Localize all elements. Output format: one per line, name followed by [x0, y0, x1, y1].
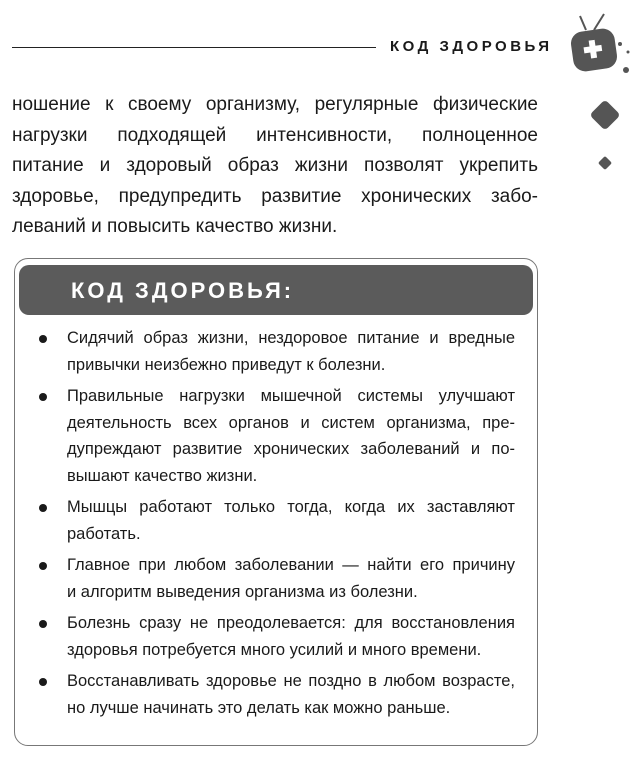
bullet-icon — [39, 504, 47, 512]
list-item-line: Сидячий образ жизни, нездоровое питание и вредные — [67, 329, 515, 347]
bullet-icon — [39, 678, 47, 686]
list-item — [37, 494, 515, 547]
health-code-list — [37, 325, 515, 726]
list-item-line: но лучше начинать это делать как можно раньше. — [67, 698, 451, 717]
list-item-line: Правильные нагрузки мышечной системы улучшают — [67, 387, 515, 405]
list-item-line: Восстанавливать здоровье не поздно в любом возрасте, — [67, 672, 515, 690]
list-item — [37, 668, 515, 721]
intro-line: питание и здоровый образ жизни позволят укрепить — [12, 155, 538, 176]
list-item-line: деятельность всех органов и систем организма, пре- — [67, 413, 515, 432]
list-item-line: работать. — [67, 524, 141, 543]
list-item-line: Мышцы работают только тогда, когда их заставляют — [67, 498, 515, 516]
list-item-line: вышают качество жизни. — [67, 466, 258, 485]
intro-line: нагрузки подходящей интенсивности, полноценное — [12, 124, 538, 146]
bullet-icon — [39, 335, 47, 343]
intro-paragraph — [12, 90, 538, 243]
list-item-line: здоровья потребуется много усилий и много времени. — [67, 640, 482, 659]
bullet-icon — [39, 620, 47, 628]
header-rule — [12, 47, 376, 48]
bullet-icon — [39, 562, 47, 570]
list-item — [37, 383, 515, 489]
list-item — [37, 325, 515, 378]
health-code-box — [14, 258, 538, 746]
bullet-icon — [39, 393, 47, 401]
intro-line: леваний и повысить качество жизни. — [12, 216, 338, 237]
list-item-line: привычки неизбежно приведут к болезни. — [67, 355, 386, 374]
list-item-line: Главное при любом заболевании — найти его причину — [67, 556, 515, 574]
list-item-line: и алгоритм выведения организма из болезни. — [67, 582, 418, 601]
list-item — [37, 610, 515, 663]
list-item — [37, 552, 515, 605]
box-title: КОД ЗДОРОВЬЯ: — [19, 265, 533, 315]
intro-line: здоровье, предупредить развитие хронических забо- — [12, 185, 538, 207]
intro-line: ношение к своему организму, регулярные физические — [12, 94, 538, 115]
tv-health-icon — [560, 8, 640, 178]
running-title: КОД ЗДОРОВЬЯ — [390, 38, 553, 55]
list-item-line: Болезнь сразу не преодолевается: для восстановления — [67, 614, 515, 632]
list-item-line: дупреждают развитие хронических заболеваний и по- — [67, 440, 515, 458]
